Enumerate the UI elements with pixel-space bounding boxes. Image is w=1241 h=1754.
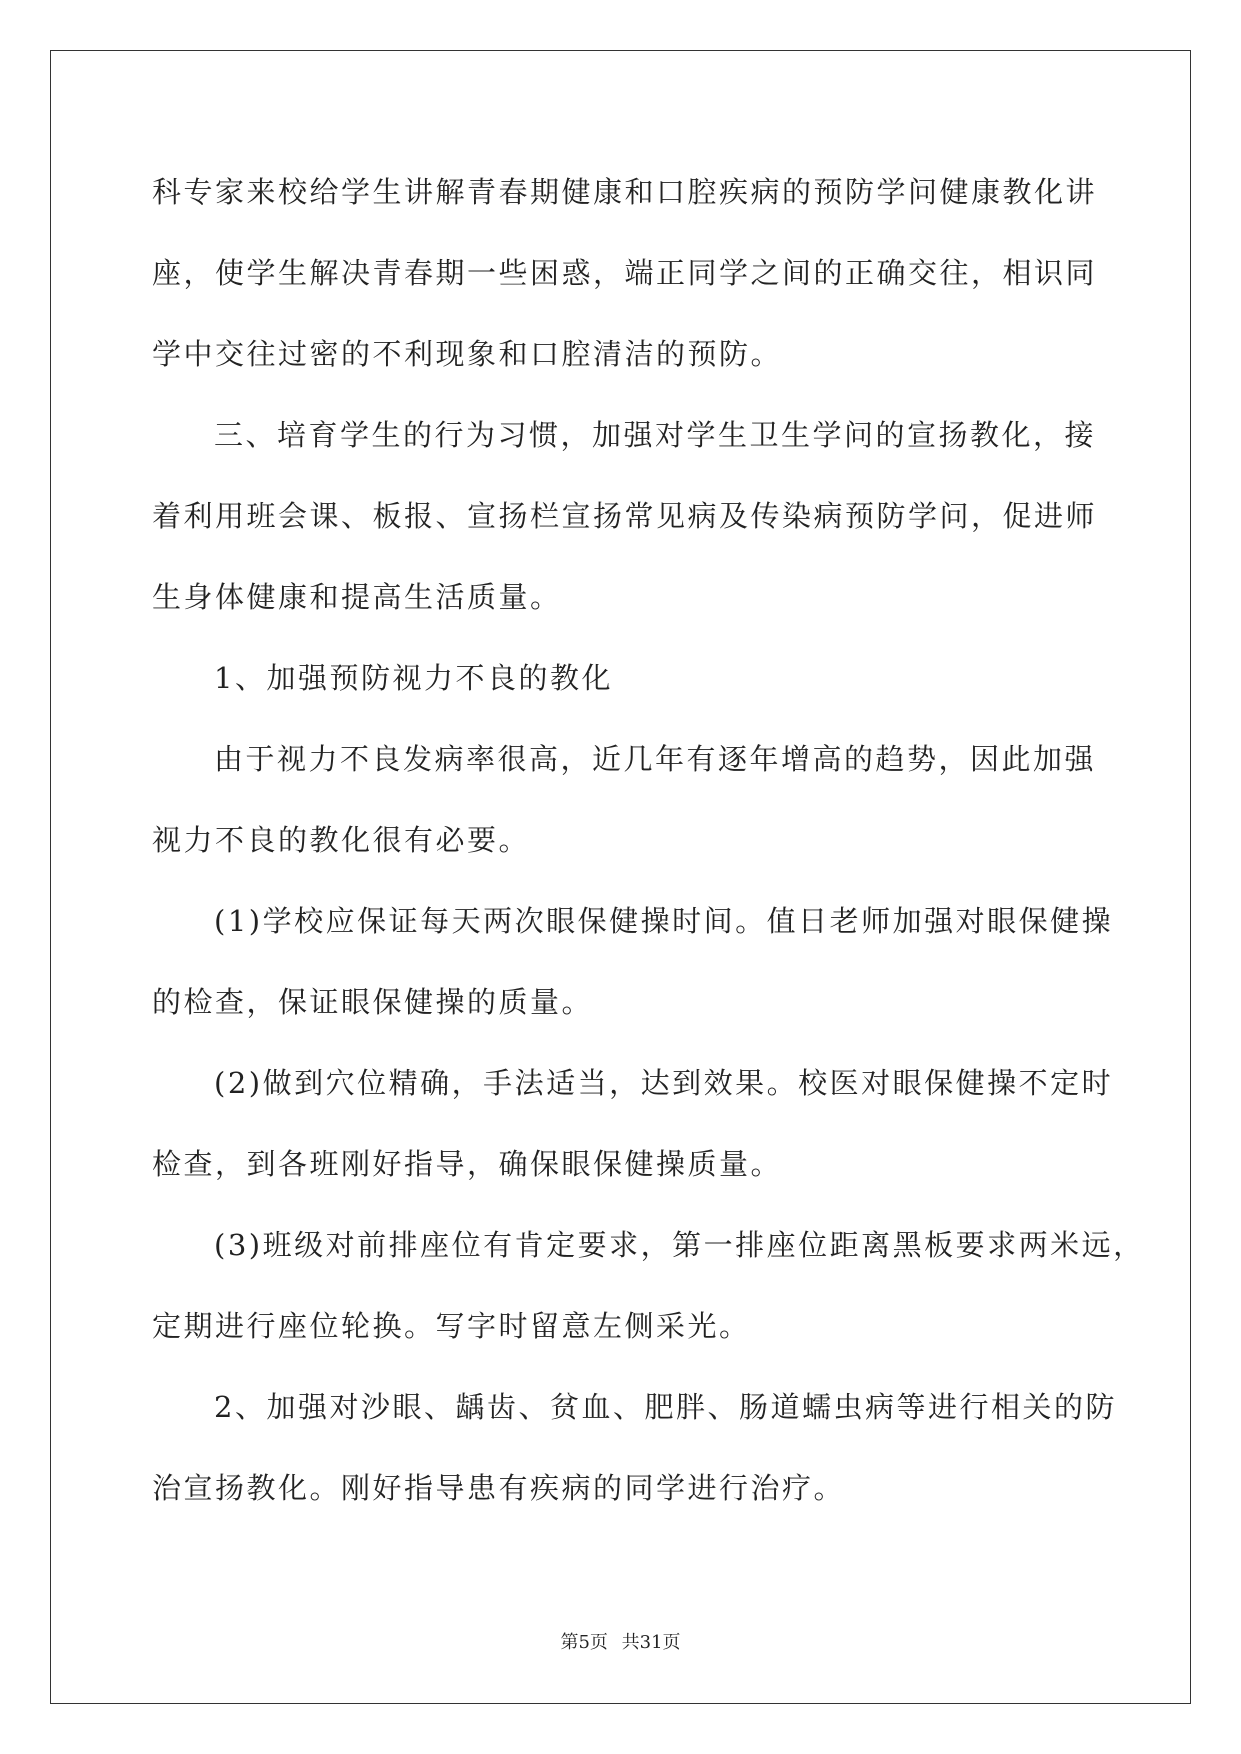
- text-line-6: 生身体健康和提高生活质量。: [152, 580, 562, 614]
- text-line-2: 座，使学生解决青春期一些困惑，端正同学之间的正确交往，相识同: [152, 256, 1098, 290]
- document-body: [152, 160, 1145, 1537]
- text-line-8: 由于视力不良发病率很高，近几年有逐年增高的趋势，因此加强: [214, 742, 1097, 776]
- text-line-4: 三、培育学生的行为习惯，加强对学生卫生学问的宣扬教化，接: [214, 418, 1097, 452]
- text-line-12: (2)做到穴位精确，手法适当，达到效果。校医对眼保健操不定时: [214, 1066, 1114, 1100]
- text-line-15: 定期进行座位轮换。写字时留意左侧采光。: [152, 1309, 751, 1343]
- text-line-10: (1)学校应保证每天两次眼保健操时间。值日老师加强对眼保健操: [214, 904, 1114, 938]
- text-line-5: 着利用班会课、板报、宣扬栏宣扬常见病及传染病预防学问，促进师: [152, 499, 1098, 533]
- text-line-14: (3)班级对前排座位有肯定要求，第一排座位距离黑板要求两米远，: [214, 1228, 1145, 1262]
- text-line-11: 的检查，保证眼保健操的质量。: [152, 985, 594, 1019]
- page-footer: [0, 1628, 1241, 1654]
- current-page-label: 第5页: [560, 1632, 608, 1653]
- text-line-3: 学中交往过密的不利现象和口腔清洁的预防。: [152, 337, 783, 371]
- text-line-1: 科专家来校给学生讲解青春期健康和口腔疾病的预防学问健康教化讲: [152, 175, 1098, 209]
- text-line-17: 治宣扬教化。刚好指导患有疾病的同学进行治疗。: [152, 1471, 846, 1505]
- text-line-7: 1、加强预防视力不良的教化: [214, 661, 613, 695]
- text-line-16: 2、加强对沙眼、龋齿、贫血、肥胖、肠道蠕虫病等进行相关的防: [214, 1390, 1117, 1424]
- total-pages-label: 共31页: [621, 1632, 681, 1653]
- text-line-13: 检查，到各班刚好指导，确保眼保健操质量。: [152, 1147, 783, 1181]
- text-line-9: 视力不良的教化很有必要。: [152, 823, 531, 857]
